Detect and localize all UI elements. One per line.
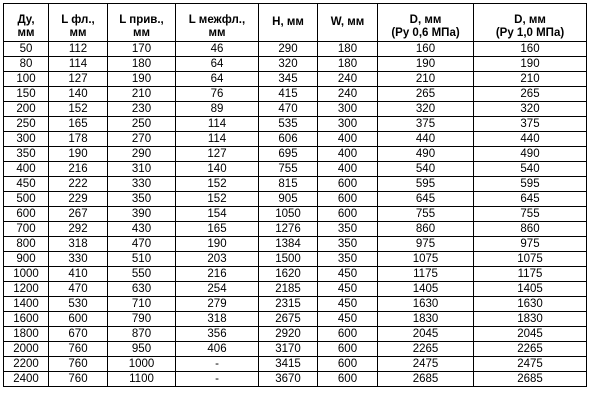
table-cell: 390 <box>108 207 176 222</box>
table-cell: 350 <box>108 192 176 207</box>
table-cell: 127 <box>176 147 259 162</box>
table-cell: 3170 <box>259 342 318 357</box>
table-cell: 400 <box>318 132 378 147</box>
header-line2: мм <box>17 27 35 39</box>
table-cell: 2400 <box>4 372 49 387</box>
table-cell: 180 <box>318 57 378 72</box>
table-cell: 300 <box>4 132 49 147</box>
table-cell: 1830 <box>378 312 474 327</box>
table-cell: 318 <box>49 237 108 252</box>
table-cell: 1050 <box>259 207 318 222</box>
header-line1: W, мм <box>330 15 365 28</box>
table-cell: 600 <box>318 192 378 207</box>
table-cell: 755 <box>259 162 318 177</box>
table-cell: 279 <box>176 297 259 312</box>
header-line1: Н, мм <box>272 15 304 28</box>
table-cell: 600 <box>318 372 378 387</box>
table-cell: 600 <box>318 342 378 357</box>
table-cell: 170 <box>108 42 176 57</box>
table-cell: 89 <box>176 102 259 117</box>
table-cell: 114 <box>176 117 259 132</box>
table-cell: 755 <box>474 207 587 222</box>
table-cell: 1600 <box>4 312 49 327</box>
table-cell: 330 <box>49 252 108 267</box>
table-cell: 550 <box>108 267 176 282</box>
table-cell: - <box>176 372 259 387</box>
table-cell: 190 <box>49 147 108 162</box>
table-cell: 350 <box>318 237 378 252</box>
table-cell: 50 <box>4 42 49 57</box>
header-line1: L фл., <box>61 14 95 26</box>
table-cell: 535 <box>259 117 318 132</box>
table-cell: 470 <box>49 282 108 297</box>
table-cell: 250 <box>4 117 49 132</box>
table-cell: 870 <box>108 327 176 342</box>
dimensions-table-container <box>3 3 587 387</box>
table-cell: 790 <box>108 312 176 327</box>
table-cell: 2475 <box>378 357 474 372</box>
table-cell: 2000 <box>4 342 49 357</box>
table-cell: 540 <box>474 162 587 177</box>
table-cell: 700 <box>4 222 49 237</box>
table-cell: 2200 <box>4 357 49 372</box>
table-cell: 2045 <box>378 327 474 342</box>
table-cell: 180 <box>318 42 378 57</box>
table-cell: 203 <box>176 252 259 267</box>
table-cell: 2315 <box>259 297 318 312</box>
table-cell: 440 <box>378 132 474 147</box>
table-cell: 510 <box>108 252 176 267</box>
header-line1: L межфл., <box>188 14 246 26</box>
table-cell: 815 <box>259 177 318 192</box>
table-cell: 410 <box>49 267 108 282</box>
table-cell: 905 <box>259 192 318 207</box>
table-cell: 375 <box>474 117 587 132</box>
table-cell: 600 <box>318 177 378 192</box>
table-cell: 318 <box>176 312 259 327</box>
table-cell: 2475 <box>474 357 587 372</box>
table-cell: 254 <box>176 282 259 297</box>
table-cell: 300 <box>318 117 378 132</box>
table-cell: 645 <box>378 192 474 207</box>
header-line2: (Ру 1,0 МПа) <box>495 27 565 39</box>
table-cell: 1000 <box>108 357 176 372</box>
table-row <box>4 312 587 327</box>
header-line2: мм <box>208 27 226 39</box>
header-line1: D, мм <box>514 14 546 26</box>
table-cell: 222 <box>49 177 108 192</box>
table-cell: 1175 <box>474 267 587 282</box>
table-cell: 127 <box>49 72 108 87</box>
table-cell: 1630 <box>474 297 587 312</box>
table-row <box>4 282 587 297</box>
table-cell: 2265 <box>474 342 587 357</box>
table-row <box>4 177 587 192</box>
table-cell: 975 <box>378 237 474 252</box>
table-cell: 1405 <box>378 282 474 297</box>
table-cell: 330 <box>108 177 176 192</box>
table-row <box>4 102 587 117</box>
table-cell: 300 <box>318 102 378 117</box>
table-cell: 152 <box>49 102 108 117</box>
table-cell: 430 <box>108 222 176 237</box>
table-cell: 216 <box>49 162 108 177</box>
header-w <box>318 4 378 42</box>
header-l-interflange <box>176 4 259 42</box>
table-cell: 64 <box>176 57 259 72</box>
table-cell: 190 <box>474 57 587 72</box>
table-row <box>4 237 587 252</box>
table-cell: 1405 <box>474 282 587 297</box>
table-cell: 470 <box>108 237 176 252</box>
table-cell: 178 <box>49 132 108 147</box>
table-cell: 210 <box>108 87 176 102</box>
table-row <box>4 132 587 147</box>
table-cell: 595 <box>474 177 587 192</box>
table-cell: 400 <box>318 147 378 162</box>
table-cell: 600 <box>318 327 378 342</box>
table-cell: 606 <box>259 132 318 147</box>
table-row <box>4 252 587 267</box>
table-row <box>4 267 587 282</box>
table-cell: 190 <box>378 57 474 72</box>
table-row <box>4 297 587 312</box>
dimensions-table <box>3 3 587 387</box>
table-cell: 350 <box>318 252 378 267</box>
table-cell: 265 <box>474 87 587 102</box>
table-cell: 3670 <box>259 372 318 387</box>
table-cell: 755 <box>378 207 474 222</box>
header-d-10 <box>474 4 587 42</box>
header-line2: мм <box>69 27 87 39</box>
table-cell: 2185 <box>259 282 318 297</box>
table-cell: 450 <box>318 267 378 282</box>
table-cell: 900 <box>4 252 49 267</box>
table-cell: 670 <box>49 327 108 342</box>
table-row <box>4 42 587 57</box>
table-cell: 1075 <box>474 252 587 267</box>
table-cell: 210 <box>474 72 587 87</box>
table-cell: 310 <box>108 162 176 177</box>
table-cell: 2675 <box>259 312 318 327</box>
table-cell: 229 <box>49 192 108 207</box>
table-cell: 800 <box>4 237 49 252</box>
table-cell: 240 <box>318 87 378 102</box>
header-line1: L прив., <box>119 14 164 26</box>
table-row <box>4 192 587 207</box>
header-h <box>259 4 318 42</box>
table-cell: 320 <box>378 102 474 117</box>
table-cell: 345 <box>259 72 318 87</box>
table-cell: 140 <box>49 87 108 102</box>
header-d-06 <box>378 4 474 42</box>
table-cell: 760 <box>49 372 108 387</box>
table-cell: 645 <box>474 192 587 207</box>
table-row <box>4 147 587 162</box>
table-cell: 1400 <box>4 297 49 312</box>
table-cell: 1500 <box>259 252 318 267</box>
table-cell: 450 <box>4 177 49 192</box>
table-cell: 540 <box>378 162 474 177</box>
table-cell: 2045 <box>474 327 587 342</box>
table-cell: 200 <box>4 102 49 117</box>
table-row <box>4 162 587 177</box>
table-body <box>4 42 587 387</box>
table-cell: 210 <box>378 72 474 87</box>
table-cell: 1620 <box>259 267 318 282</box>
table-cell: 1200 <box>4 282 49 297</box>
header-l-drive <box>108 4 176 42</box>
table-cell: 152 <box>176 192 259 207</box>
table-cell: 356 <box>176 327 259 342</box>
table-cell: 290 <box>108 147 176 162</box>
table-cell: 600 <box>49 312 108 327</box>
table-cell: 595 <box>378 177 474 192</box>
table-cell: 860 <box>474 222 587 237</box>
table-cell: 490 <box>474 147 587 162</box>
table-cell: 2265 <box>378 342 474 357</box>
table-cell: 450 <box>318 312 378 327</box>
table-cell: 165 <box>176 222 259 237</box>
table-row <box>4 57 587 72</box>
table-cell: 165 <box>49 117 108 132</box>
table-cell: 530 <box>49 297 108 312</box>
table-row <box>4 72 587 87</box>
table-cell: 290 <box>259 42 318 57</box>
table-cell: 695 <box>259 147 318 162</box>
table-cell: 150 <box>4 87 49 102</box>
table-cell: 154 <box>176 207 259 222</box>
table-cell: 450 <box>318 297 378 312</box>
table-cell: 490 <box>378 147 474 162</box>
table-cell: 240 <box>318 72 378 87</box>
table-cell: 112 <box>49 42 108 57</box>
table-cell: 46 <box>176 42 259 57</box>
table-cell: 80 <box>4 57 49 72</box>
header-line2: (Ру 0,6 МПа) <box>391 27 460 39</box>
table-cell: 860 <box>378 222 474 237</box>
table-cell: 375 <box>378 117 474 132</box>
table-cell: 1100 <box>108 372 176 387</box>
table-cell: 760 <box>49 357 108 372</box>
table-cell: 320 <box>259 57 318 72</box>
table-cell: 265 <box>378 87 474 102</box>
header-row <box>4 4 587 42</box>
table-cell: 2920 <box>259 327 318 342</box>
table-cell: 450 <box>318 282 378 297</box>
table-cell: 320 <box>474 102 587 117</box>
table-cell: 1075 <box>378 252 474 267</box>
table-cell: 470 <box>259 102 318 117</box>
header-line1: Ду, <box>17 14 35 26</box>
table-cell: 350 <box>318 222 378 237</box>
table-cell: 600 <box>318 357 378 372</box>
table-cell: 267 <box>49 207 108 222</box>
table-cell: 630 <box>108 282 176 297</box>
table-cell: 3415 <box>259 357 318 372</box>
table-cell: 114 <box>49 57 108 72</box>
table-cell: 400 <box>4 162 49 177</box>
table-cell: 160 <box>474 42 587 57</box>
table-cell: 1175 <box>378 267 474 282</box>
table-cell: 500 <box>4 192 49 207</box>
table-cell: 350 <box>4 147 49 162</box>
table-row <box>4 327 587 342</box>
table-cell: 180 <box>108 57 176 72</box>
table-cell: 950 <box>108 342 176 357</box>
table-cell: 292 <box>49 222 108 237</box>
table-cell: 160 <box>378 42 474 57</box>
table-cell: 76 <box>176 87 259 102</box>
table-cell: 760 <box>49 342 108 357</box>
table-row <box>4 372 587 387</box>
table-cell: 710 <box>108 297 176 312</box>
table-row <box>4 357 587 372</box>
table-cell: 415 <box>259 87 318 102</box>
header-l-flange <box>49 4 108 42</box>
table-cell: 400 <box>318 162 378 177</box>
table-row <box>4 222 587 237</box>
table-cell: 250 <box>108 117 176 132</box>
header-du <box>4 4 49 42</box>
table-cell: 1000 <box>4 267 49 282</box>
table-cell: 600 <box>4 207 49 222</box>
table-cell: 1800 <box>4 327 49 342</box>
table-cell: 140 <box>176 162 259 177</box>
table-cell: 2685 <box>474 372 587 387</box>
table-cell: 152 <box>176 177 259 192</box>
table-row <box>4 117 587 132</box>
table-cell: 1276 <box>259 222 318 237</box>
table-cell: 600 <box>318 207 378 222</box>
table-cell: 190 <box>108 72 176 87</box>
table-cell: 975 <box>474 237 587 252</box>
table-row <box>4 87 587 102</box>
table-cell: 1384 <box>259 237 318 252</box>
table-cell: 64 <box>176 72 259 87</box>
table-cell: 406 <box>176 342 259 357</box>
table-cell: 2685 <box>378 372 474 387</box>
table-cell: 1830 <box>474 312 587 327</box>
table-row <box>4 207 587 222</box>
table-cell: 216 <box>176 267 259 282</box>
header-line1: D, мм <box>409 14 442 26</box>
table-cell: 270 <box>108 132 176 147</box>
table-cell: 100 <box>4 72 49 87</box>
table-cell: 114 <box>176 132 259 147</box>
table-cell: 440 <box>474 132 587 147</box>
table-row <box>4 342 587 357</box>
header-line2: мм <box>132 27 150 39</box>
table-cell: 230 <box>108 102 176 117</box>
table-cell: 1630 <box>378 297 474 312</box>
table-cell: - <box>176 357 259 372</box>
table-cell: 190 <box>176 237 259 252</box>
